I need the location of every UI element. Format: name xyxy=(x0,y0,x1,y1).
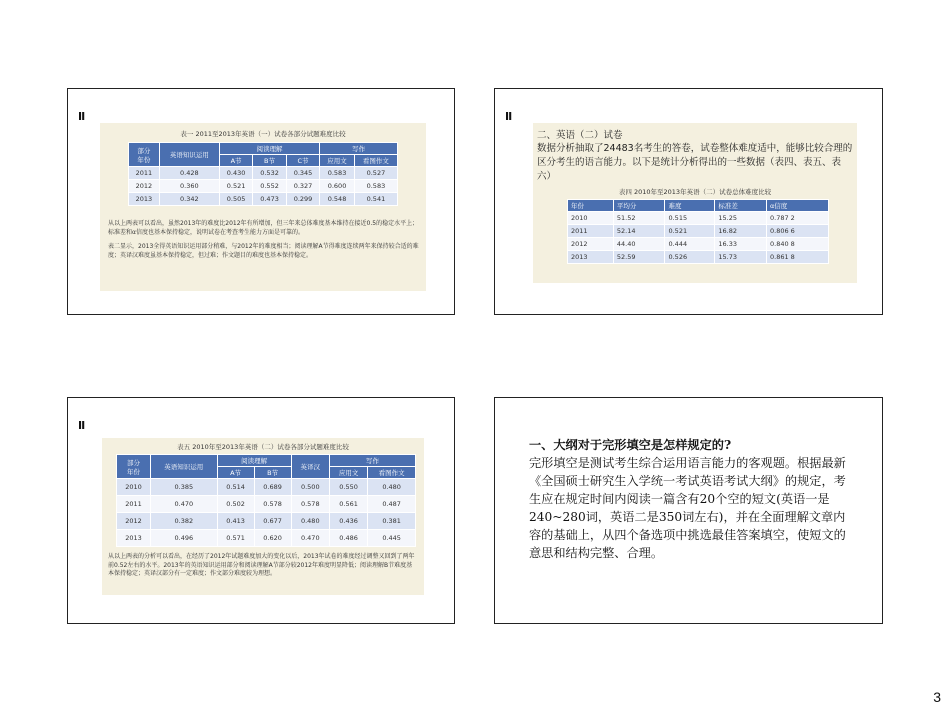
table-image xyxy=(100,123,426,291)
analysis-note: 从以上两表可以看出，虽然2013年的难度比2012年有所增加，但三年来总体难度基本维持在接近0.5的稳定水平上；标准差和α信度也基本保持稳定，说明试卷在考查考生能力方面是可靠的。 xyxy=(108,220,419,236)
header-usage: 英语知识运用 xyxy=(159,143,219,167)
table-image xyxy=(102,438,424,595)
table-row: 2013 52.59 0.526 15.73 0.861 8 xyxy=(568,251,829,264)
slide-mark: Ⅱ xyxy=(505,110,513,123)
table-caption: 表四 2010年至2013年英语（二）试卷总体难度比较 xyxy=(618,188,772,196)
table-row: 2011 0.428 0.430 0.532 0.345 0.583 0.527 xyxy=(129,167,398,180)
sub-a: A节 xyxy=(219,155,252,167)
header-translation: 英译汉 xyxy=(291,455,329,479)
slide-2 xyxy=(494,88,883,315)
sub-a: A节 xyxy=(217,467,254,479)
slide-3 xyxy=(67,397,455,624)
corner-header: 部分 年份 xyxy=(117,455,151,479)
slide-heading: 一、大纲对于完形填空是怎样规定的? xyxy=(529,438,732,452)
sub-pic: 看图作文 xyxy=(368,467,416,479)
page-number: 3 xyxy=(933,689,941,705)
table-row: 2013 0.342 0.505 0.473 0.299 0.548 0.541 xyxy=(129,193,398,206)
header-reading: 阅读理解 xyxy=(219,143,319,155)
table-row: 2011 0.470 0.502 0.578 0.578 0.561 0.487 xyxy=(117,496,416,513)
slide-mark: Ⅱ xyxy=(78,419,86,432)
difficulty-table: 年份 平均分 难度 标准差 α信度 2010 51.52 0.515 15.25 0.787 2 2011 52.14 0.521 16.82 0.806 6 2012 44.40 0.444 16.33 0.840 8 2013 52.59 0.526 15.73 0.861 8 xyxy=(567,199,829,264)
slide-1 xyxy=(67,88,455,315)
slide-mark: Ⅱ xyxy=(78,110,86,123)
section-heading: 二、英语（二）试卷 xyxy=(537,130,623,141)
header-writing: 写作 xyxy=(329,455,415,467)
slide-body: 完形填空是测试考生综合运用语言能力的客观题。根据最新《全国硕士研究生入学统一考试英语考试大纲》的规定，考生应在规定时间内阅读一篇含有20个空的短文(英语一是240~280词，英语二是350词左右)，并在全面理解文章内容的基础上，从四个备选项中挑选最佳答案填空，使短文的意思和结构完整、合理。 xyxy=(529,456,846,560)
header-writing: 写作 xyxy=(320,143,398,155)
table-row: 2010 0.385 0.514 0.689 0.500 0.550 0.480 xyxy=(117,479,416,496)
table-caption: 表五 2010年至2013年英语（二）试卷各部分试题难度比较 xyxy=(177,443,349,451)
table-row: 2012 44.40 0.444 16.33 0.840 8 xyxy=(568,238,829,251)
sub-b: B节 xyxy=(254,467,291,479)
difficulty-table xyxy=(116,454,416,547)
sub-c: C节 xyxy=(286,155,319,167)
analysis-note: 从以上两表的分析可以看出，在经历了2012年试题难度加大的变化以后，2013年试卷的难度经过调整又回到了两年前0.52左右的水平。2013年的英语知识运用部分和阅读理解A节部分较2012年难度明显降低；阅读理解B节难度基本保持稳定；英译汉部分有一定难度；作文部分难度较为理想。 xyxy=(108,553,415,578)
table-row: 2013 0.496 0.571 0.620 0.470 0.486 0.445 xyxy=(117,530,416,547)
table-caption: 表一 2011至2013年英语（一）试卷各部分试题难度比较 xyxy=(180,130,346,138)
table-row: 2012 0.382 0.413 0.677 0.480 0.436 0.381 xyxy=(117,513,416,530)
corner-header: 部分 年份 xyxy=(129,143,160,167)
table-row: 2011 52.14 0.521 16.82 0.806 6 xyxy=(568,225,829,238)
table-image xyxy=(533,123,857,283)
sub-app: 应用文 xyxy=(329,467,367,479)
sub-app: 应用文 xyxy=(320,155,355,167)
section-body: 数据分析抽取了24483名考生的答卷，试卷整体难度适中，能够比较合理的区分考生的语言能力。以下是统计分析得出的一些数据（表四、表五、表六） xyxy=(537,143,853,182)
sub-pic: 看图作文 xyxy=(354,155,397,167)
difficulty-table xyxy=(128,142,398,206)
analysis-note: 表二显示，2013全得英语知识运用部分稍难，与2012年的难度相当；阅读理解A节得难度连续两年来保持较合适的难度；英译汉难度虽基本保持稳定，但过难；作文题目的难度也基本保持稳定。 xyxy=(108,243,419,260)
header-usage: 英语知识运用 xyxy=(151,455,218,479)
header-reading: 阅读理解 xyxy=(217,455,291,467)
sub-b: B节 xyxy=(253,155,286,167)
slide-4 xyxy=(494,397,883,624)
slide-text xyxy=(529,436,854,562)
table-row: 2012 0.360 0.521 0.552 0.327 0.600 0.583 xyxy=(129,180,398,193)
table-row: 2010 51.52 0.515 15.25 0.787 2 xyxy=(568,212,829,225)
